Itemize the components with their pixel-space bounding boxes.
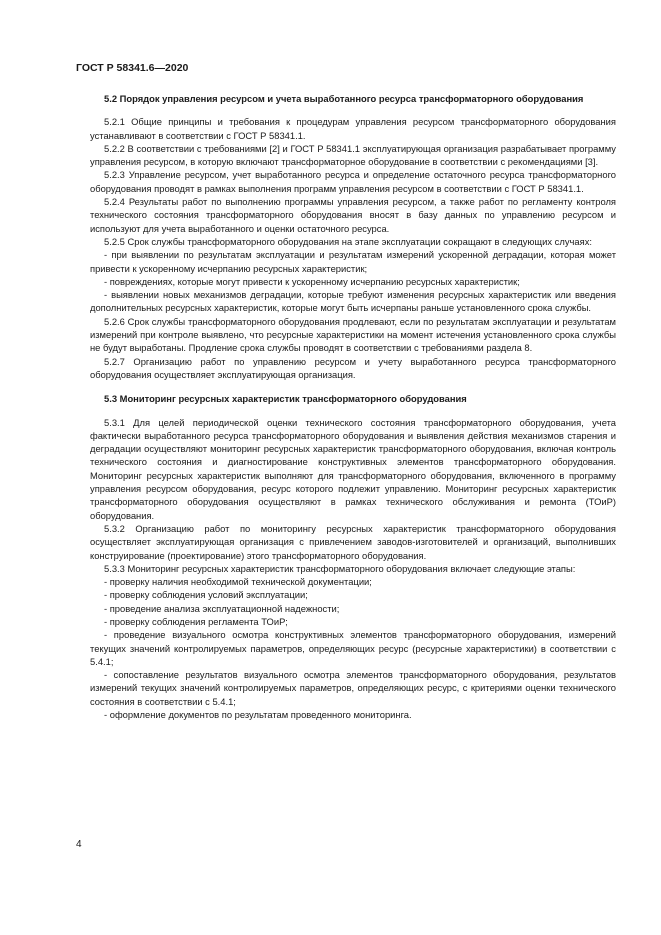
list-item: - проведение визуального осмотра конструктивных элементов трансформаторного оборудования, измерений текущих значений контролируемых параметров, определяющих ресурс (ресурсные характеристики) в соответствии с 5.4.1; [90,629,616,667]
paragraph-5-3-3: 5.3.3 Мониторинг ресурсных характеристик трансформаторного оборудования включает следующие этапы: [104,562,576,574]
paragraph-5-2-5: 5.2.5 Срок службы трансформаторного оборудования на этапе эксплуатации сокращают в следующих случаях: [104,235,592,247]
section-heading-5-2: 5.2 Порядок управления ресурсом и учета выработанного ресурса трансформаторного оборудования [104,93,584,104]
document-code: ГОСТ Р 58341.6—2020 [76,62,189,74]
paragraph-5-3-2: 5.3.2 Организацию работ по мониторингу ресурсных характеристик трансформаторного оборудования осуществляет эксплуатирующая организация с привлечением заводов-изготовителей и организаций, выполнивших конструирование (проектирование) этого трансформаторного оборудования. [90,522,616,561]
section-heading-5-3: 5.3 Мониторинг ресурсных характеристик трансформаторного оборудования [104,393,467,405]
paragraph-5-2-7: 5.2.7 Организацию работ по управлению ресурсом и учету выработанного ресурса трансформаторного оборудования осуществляет эксплуатирующая организация. [90,355,616,380]
list-item: - проверку наличия необходимой технической документации; [104,576,372,588]
paragraph-5-2-3: 5.2.3 Управление ресурсом, учет выработанного ресурса и определение остаточного ресурса трансформаторного оборудования проводят в рамках выполнения программ управления ресурсом в соответствии с ГОСТ Р 58341.1. [90,169,616,194]
page-content [90,92,616,721]
paragraph-5-2-1: 5.2.1 Общие принципы и требования к процедурам управления ресурсом трансформаторного оборудования устанавливают в соответствии с ГОСТ Р 58341.1. [90,116,616,141]
paragraph-5-2-2: 5.2.2 В соответствии с требованиями [2] и ГОСТ Р 58341.1 эксплуатирующая организация разрабатывает программу управления ресурсом, в которую включают трансформаторное оборудование в соответствии с рекомендациями [3]. [90,142,616,168]
paragraph-5-3-1: 5.3.1 Для целей периодической оценки технического состояния трансформаторного оборудования, учета фактически выработанного ресурса трансформаторного оборудования и выявления действия механизмов старения и деградации осуществляют мониторинг ресурсных характеристик трансформаторного оборудования, включая контроль технического состояния и диагностирование конструктивных элементов трансформаторного оборудования. Мониторинг ресурсных характеристик выполняют для трансформаторного оборудования, включенного в программу управления ресурсом оборудования, ресурс которого подлежит управлению. Мониторинг ресурсных характеристик трансформаторного оборудования осуществляют в рамках технического обслуживания и ремонта (ТОиР) оборудования. [90,416,616,521]
list-item: - проведение анализа эксплуатационной надежности; [104,602,340,614]
list-item: - проверку соблюдения условий эксплуатации; [104,589,308,601]
list-item: - оформление документов по результатам проведенного мониторинга. [104,709,412,721]
list-item: - при выявлении по результатам эксплуатации и результатам измерений ускоренной деградации, которая может привести к ускоренному исчерпанию ресурсных характеристик; [90,249,616,274]
paragraph-5-2-6: 5.2.6 Срок службы трансформаторного оборудования продлевают, если по результатам эксплуатации и результатам измерений при контроле выявлено, что ресурсные характеристики на момент истечения установленного срока службы не будут выработаны. Продление срока службы проводят в соответствии с требованиями раздела 8. [90,315,616,354]
page-number: 4 [76,839,82,850]
list-item: - выявлении новых механизмов деградации, которые требуют изменения ресурсных характеристик или введения дополнительных ресурсных характеристик, которые могут быть исчерпаны раньше установленного срока службы. [90,289,616,314]
paragraph-5-2-4: 5.2.4 Результаты работ по выполнению программы управления ресурсом, а также работ по регламенту контроля технического состояния трансформаторного оборудования вносят в базу данных по управлению ресурсом и используют для учета выработанного и оценки остаточного ресурса. [90,196,616,234]
list-item: - проверку соблюдения регламента ТОиР; [104,615,288,627]
list-item: - сопоставление результатов визуального осмотра элементов трансформаторного оборудования, результатов измерений текущих значений контролируемых параметров, определяющих ресурс, с критериями оценки технического состояния в соответствии с 5.4.1; [90,669,616,707]
list-item: - повреждениях, которые могут привести к ускоренному исчерпанию ресурсных характеристик; [104,275,520,287]
